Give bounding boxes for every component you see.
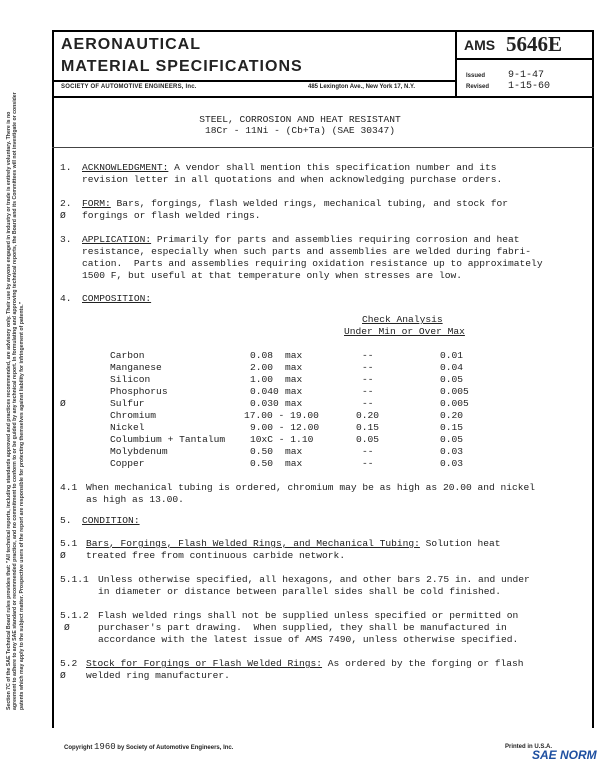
element-name: Manganese bbox=[110, 362, 162, 373]
s52-revision-mark: Ø bbox=[60, 670, 66, 681]
element-value: 17.00 - 19.00 bbox=[244, 410, 319, 421]
element-value: 0.50 bbox=[250, 458, 274, 469]
ams-number: 5646E bbox=[506, 32, 563, 56]
subtitle-line2: 18Cr - 11Ni - (Cb+Ta) (SAE 30347) bbox=[205, 125, 395, 136]
s5-number: 5. bbox=[60, 515, 72, 526]
element-qualifier: max bbox=[285, 362, 303, 373]
s512-number: 5.1.2 bbox=[60, 610, 89, 621]
s51-line2: treated free from continuous carbide network. bbox=[86, 550, 346, 561]
check-over: 0.20 bbox=[440, 410, 464, 421]
s1-text1: A vendor shall mention this specification number and its bbox=[168, 162, 497, 173]
check-over: 0.005 bbox=[440, 398, 469, 409]
s4-heading: COMPOSITION: bbox=[82, 293, 152, 304]
s2-line2: forgings or flash welded rings. bbox=[82, 210, 261, 221]
title-line2: MATERIAL SPECIFICATIONS bbox=[61, 58, 303, 75]
element-value: 2.00 bbox=[250, 362, 274, 373]
s2-heading: FORM: bbox=[82, 198, 111, 209]
element-qualifier: max bbox=[285, 350, 303, 361]
s3-heading: APPLICATION: bbox=[82, 234, 152, 245]
s51-line1 bbox=[86, 538, 501, 550]
element-qualifier: max bbox=[285, 386, 303, 397]
check-analysis-subheading: Under Min or Over Max bbox=[344, 326, 465, 337]
frame-right bbox=[592, 98, 594, 728]
revised-label: Revised bbox=[466, 84, 490, 90]
element-name: Molybdenum bbox=[110, 446, 168, 457]
side-legal-note-text: Section 7C of the SAE Technical Board rules provides that: "All technical reports, including standards approved and practices recommended, are advisory only. Their use by anyone engaged in industry or trade is entirely voluntary. There is no agreement to adhere to any SAE standard or recommended practice, and no commitment to conform to or be guided by any technical report. In formulating and approving technical reports, the Board and its Committees will not investigate or consider patents which may apply to the subject matter. Prospective users of the report are responsible for protecting themselves against liability for infringement of patents." bbox=[6, 92, 25, 710]
s1-heading: ACKNOWLEDGMENT: bbox=[82, 162, 169, 173]
printed-in: Printed in U.S.A. bbox=[505, 744, 553, 750]
side-legal-note bbox=[6, 90, 50, 710]
ams-label: AMS bbox=[464, 37, 496, 53]
element-name: Columbium + Tantalum bbox=[110, 434, 226, 445]
s2-revision-mark: Ø bbox=[60, 210, 66, 221]
revision-mark: Ø bbox=[60, 398, 66, 409]
check-over: 0.005 bbox=[440, 386, 469, 397]
subtitle-line1: STEEL, CORROSION AND HEAT RESISTANT bbox=[199, 114, 401, 125]
frame-left bbox=[52, 98, 54, 728]
s52-text1: As ordered by the forging or flash bbox=[322, 658, 524, 669]
element-qualifier: max bbox=[285, 398, 303, 409]
title-line1: AERONAUTICAL bbox=[61, 36, 201, 53]
check-over: 0.15 bbox=[440, 422, 464, 433]
header-rule bbox=[52, 80, 457, 82]
element-value: 0.040 bbox=[250, 386, 279, 397]
element-value: 0.030 bbox=[250, 398, 279, 409]
s52-line1 bbox=[86, 658, 524, 670]
check-under: 0.15 bbox=[356, 422, 380, 433]
society-name: SOCIETY OF AUTOMOTIVE ENGINEERS, Inc. bbox=[61, 84, 197, 90]
element-qualifier: max bbox=[285, 374, 303, 385]
s1-number: 1. bbox=[60, 162, 72, 173]
check-over: 0.01 bbox=[440, 350, 464, 361]
element-name: Nickel bbox=[110, 422, 145, 433]
element-value: 9.00 - 12.00 bbox=[250, 422, 320, 433]
s2-line1 bbox=[82, 198, 508, 210]
check-under: -- bbox=[362, 398, 374, 409]
check-under: -- bbox=[362, 350, 374, 361]
issued-date: 9-1-47 bbox=[508, 70, 545, 81]
check-over: 0.05 bbox=[440, 374, 464, 385]
check-under: -- bbox=[362, 362, 374, 373]
s511-line2: in diameter or distance between parallel sides shall be cold finished. bbox=[98, 586, 502, 597]
check-under: -- bbox=[362, 374, 374, 385]
element-value: 1.00 bbox=[250, 374, 274, 385]
check-over: 0.05 bbox=[440, 434, 464, 445]
s3-line4: 1500 F, but useful at that temperature only when stresses are low. bbox=[82, 270, 462, 281]
copyright-prefix: Copyright bbox=[64, 745, 93, 751]
check-analysis-heading: Check Analysis bbox=[362, 314, 443, 325]
check-under: 0.20 bbox=[356, 410, 380, 421]
s41-number: 4.1 bbox=[60, 482, 78, 493]
s512-line1: Flash welded rings shall not be supplied unless specified or permitted on bbox=[98, 610, 519, 621]
subtitle-rule bbox=[52, 147, 594, 148]
element-value: 0.08 bbox=[250, 350, 274, 361]
element-name: Chromium bbox=[110, 410, 157, 421]
s52-line2: welded ring manufacturer. bbox=[86, 670, 230, 681]
check-under: -- bbox=[362, 446, 374, 457]
s3-line1 bbox=[82, 234, 520, 246]
s5-heading: CONDITION: bbox=[82, 515, 140, 526]
element-name: Copper bbox=[110, 458, 145, 469]
s51-revision-mark: Ø bbox=[60, 550, 66, 561]
s51-text1: Solution heat bbox=[419, 538, 501, 549]
check-under: -- bbox=[362, 458, 374, 469]
s512-line3: accordance with the latest issue of AMS 7490, unless otherwise specified. bbox=[98, 634, 519, 645]
s511-number: 5.1.1 bbox=[60, 574, 89, 585]
issued-label: Issued bbox=[466, 73, 486, 79]
check-over: 0.04 bbox=[440, 362, 464, 373]
element-name: Silicon bbox=[110, 374, 151, 385]
check-over: 0.03 bbox=[440, 446, 464, 457]
element-value: 0.50 bbox=[250, 446, 274, 457]
element-qualifier: max bbox=[285, 446, 303, 457]
s2-text1: Bars, forgings, flash welded rings, mechanical tubing, and stock for bbox=[110, 198, 509, 209]
s52-heading: Stock for Forgings or Flash Welded Rings: bbox=[86, 658, 323, 669]
revised-date: 1-15-60 bbox=[508, 81, 551, 92]
sae-norm-logo: SAE NORM bbox=[532, 748, 597, 762]
check-under: 0.05 bbox=[356, 434, 380, 445]
s4-number: 4. bbox=[60, 293, 72, 304]
s1-line2: revision letter in all quotations and when acknowledging purchase orders. bbox=[82, 174, 503, 185]
element-name: Carbon bbox=[110, 350, 145, 361]
s41-line2: as high as 13.00. bbox=[86, 494, 184, 505]
element-qualifier: max bbox=[285, 458, 303, 469]
check-over: 0.03 bbox=[440, 458, 464, 469]
check-under: -- bbox=[362, 386, 374, 397]
element-name: Phosphorus bbox=[110, 386, 168, 397]
element-name: Sulfur bbox=[110, 398, 145, 409]
s2-number: 2. bbox=[60, 198, 72, 209]
element-value: 10xC - 1.10 bbox=[250, 434, 314, 445]
society-address: 485 Lexington Ave., New York 17, N.Y. bbox=[308, 84, 416, 90]
s51-heading: Bars, Forgings, Flash Welded Rings, and Mechanical Tubing: bbox=[86, 538, 420, 549]
s3-line2: resistance, especially when such parts and assemblies are welded during fabri- bbox=[82, 246, 532, 257]
copyright-notice bbox=[64, 742, 233, 752]
s1-line1 bbox=[82, 162, 497, 174]
copyright-suffix: by Society of Automotive Engineers, Inc. bbox=[117, 745, 234, 751]
s41-line1: When mechanical tubing is ordered, chromium may be as high as 20.00 and nickel bbox=[86, 482, 536, 493]
s512-revision-mark: Ø bbox=[64, 622, 70, 633]
s51-number: 5.1 bbox=[60, 538, 78, 549]
s3-line3: cation. Parts and assemblies requiring oxidation resistance up to approximately bbox=[82, 258, 543, 269]
s512-line2: purchaser's part drawing. When supplied, they shall be manufactured in bbox=[98, 622, 507, 633]
s3-number: 3. bbox=[60, 234, 72, 245]
copyright-year: 1960 bbox=[94, 742, 116, 752]
s52-number: 5.2 bbox=[60, 658, 78, 669]
s511-line1: Unless otherwise specified, all hexagons, and other bars 2.75 in. and under bbox=[98, 574, 530, 585]
s3-text1: Primarily for parts and assemblies requiring corrosion and heat bbox=[151, 234, 520, 245]
